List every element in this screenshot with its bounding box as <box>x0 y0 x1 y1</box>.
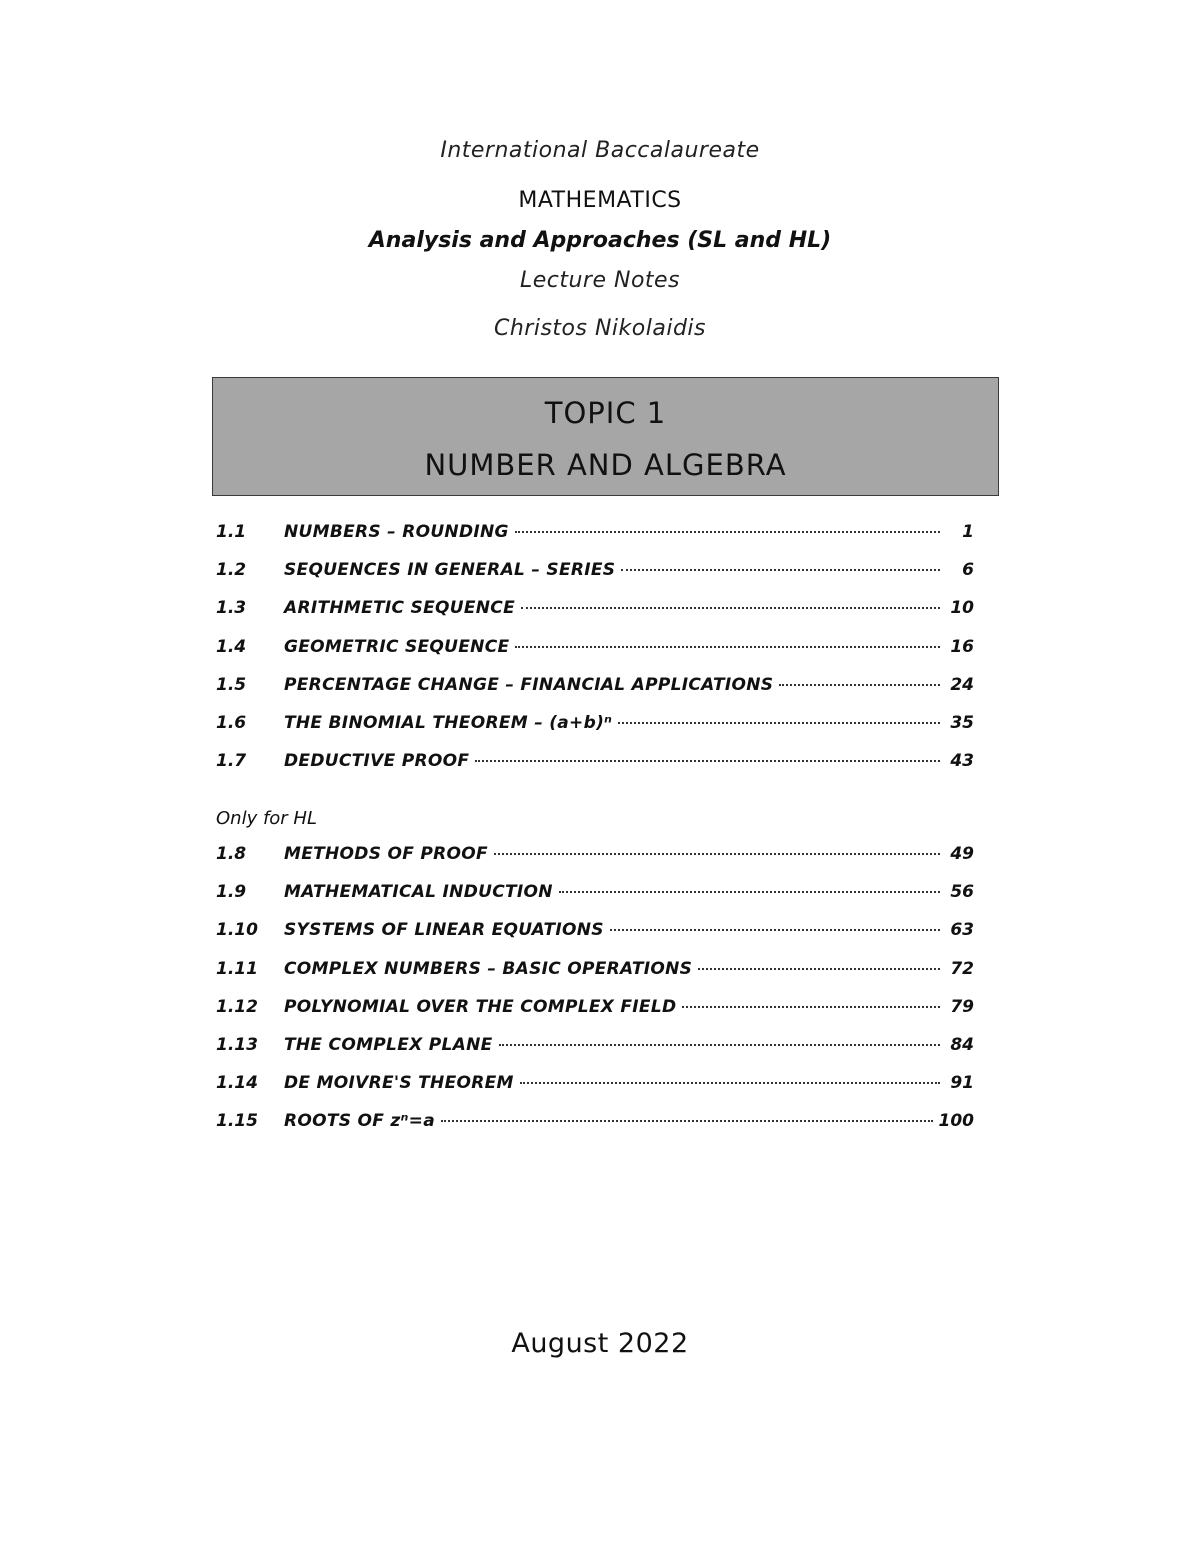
toc-entry-title: THE BINOMIAL THEOREM – (a+b)ⁿ <box>284 712 613 733</box>
toc-entry-title: PERCENTAGE CHANGE – FINANCIAL APPLICATIONS <box>284 674 774 695</box>
toc-entry <box>216 920 974 958</box>
toc-entry-title: THE COMPLEX PLANE <box>284 1034 493 1055</box>
toc-entry-number: 1.3 <box>216 598 247 619</box>
hl-only-label: Only for HL <box>216 808 317 829</box>
toc-entry <box>216 1111 974 1149</box>
toc-entry-page: 84 <box>950 1034 974 1055</box>
toc-entry-title: MATHEMATICAL INDUCTION <box>284 882 553 903</box>
toc-entry-number: 1.10 <box>216 920 258 941</box>
toc-entry-title: GEOMETRIC SEQUENCE <box>284 636 510 657</box>
toc-dot-leader <box>494 853 940 855</box>
toc-entry-title: NUMBERS – ROUNDING <box>284 522 509 542</box>
toc-entry <box>216 598 974 636</box>
toc-entry-page: 63 <box>950 920 974 941</box>
toc-entry-title: POLYNOMIAL OVER THE COMPLEX FIELD <box>284 996 677 1017</box>
toc-entry-number: 1.14 <box>216 1073 258 1094</box>
toc-dot-leader <box>682 1006 940 1008</box>
toc-entry <box>216 560 974 598</box>
toc-dot-leader <box>441 1120 933 1122</box>
publication-date: August 2022 <box>511 1328 689 1359</box>
toc-entry-title: COMPLEX NUMBERS – BASIC OPERATIONS <box>284 958 693 979</box>
toc-dot-leader <box>610 929 940 931</box>
toc-entry-number: 1.2 <box>216 560 247 581</box>
toc-entry <box>216 997 974 1035</box>
toc-entry-title: SYSTEMS OF LINEAR EQUATIONS <box>284 920 604 941</box>
toc-entry-title: ARITHMETIC SEQUENCE <box>284 598 515 619</box>
toc-entry <box>216 522 974 560</box>
toc-entry <box>216 751 974 789</box>
toc-entry <box>216 713 974 751</box>
toc-entry-title: METHODS OF PROOF <box>284 844 488 864</box>
toc-dot-leader <box>698 968 940 970</box>
toc-dot-leader <box>618 722 940 724</box>
author-name: Christos Nikolaidis <box>494 316 706 341</box>
topic-title: NUMBER AND ALGEBRA <box>424 448 787 482</box>
toc-entry-page: 56 <box>950 882 974 903</box>
toc-entry-number: 1.15 <box>216 1111 258 1132</box>
toc-entry-number: 1.9 <box>216 882 247 903</box>
document-type: Lecture Notes <box>519 268 681 293</box>
toc-entry-page: 43 <box>950 751 974 772</box>
toc-dot-leader <box>521 607 940 609</box>
toc-hl-list <box>216 844 974 1150</box>
institution-name: International Baccalaureate <box>440 138 760 163</box>
toc-entry-title: DEDUCTIVE PROOF <box>284 751 470 772</box>
toc-entry <box>216 637 974 675</box>
toc-entry-page: 24 <box>950 674 974 695</box>
toc-entry-page: 6 <box>962 560 974 581</box>
toc-dot-leader <box>559 891 940 893</box>
toc-entry <box>216 882 974 920</box>
subject-title: MATHEMATICS <box>518 188 682 213</box>
toc-entry-title: SEQUENCES IN GENERAL – SERIES <box>284 560 616 581</box>
toc-dot-leader <box>475 760 940 762</box>
toc-entry-number: 1.5 <box>216 674 247 695</box>
toc-entry-title: ROOTS OF zⁿ=a <box>284 1111 435 1132</box>
toc-entry-number: 1.6 <box>216 712 247 733</box>
toc-entry-page: 72 <box>950 958 974 979</box>
toc-entry <box>216 844 974 882</box>
toc-dot-leader <box>515 646 940 648</box>
course-title: Analysis and Approaches (SL and HL) <box>368 228 832 253</box>
toc-entry-number: 1.13 <box>216 1034 258 1055</box>
toc-entry <box>216 675 974 713</box>
toc-sl-list <box>216 522 974 789</box>
toc-entry-page: 16 <box>950 636 974 657</box>
toc-entry-page: 49 <box>950 844 974 864</box>
toc-dot-leader <box>621 569 940 571</box>
toc-dot-leader <box>520 1082 940 1084</box>
toc-entry <box>216 959 974 997</box>
topic-banner <box>212 377 999 496</box>
toc-entry-number: 1.11 <box>216 958 258 979</box>
toc-entry <box>216 1073 974 1111</box>
toc-entry-title: DE MOIVRE'S THEOREM <box>284 1073 514 1094</box>
toc-entry-page: 35 <box>950 712 974 733</box>
topic-number: TOPIC 1 <box>544 396 667 430</box>
toc-entry <box>216 1035 974 1073</box>
toc-entry-number: 1.8 <box>216 844 247 864</box>
toc-entry-number: 1.7 <box>216 751 247 772</box>
toc-entry-number: 1.1 <box>216 522 247 542</box>
toc-entry-page: 91 <box>950 1073 974 1094</box>
toc-entry-page: 10 <box>950 598 974 619</box>
toc-dot-leader <box>779 684 940 686</box>
toc-entry-page: 100 <box>938 1111 974 1132</box>
toc-entry-page: 79 <box>950 996 974 1017</box>
toc-dot-leader <box>499 1044 940 1046</box>
toc-entry-number: 1.12 <box>216 996 258 1017</box>
toc-entry-page: 1 <box>962 522 974 542</box>
toc-entry-number: 1.4 <box>216 636 247 657</box>
toc-dot-leader <box>515 531 940 533</box>
